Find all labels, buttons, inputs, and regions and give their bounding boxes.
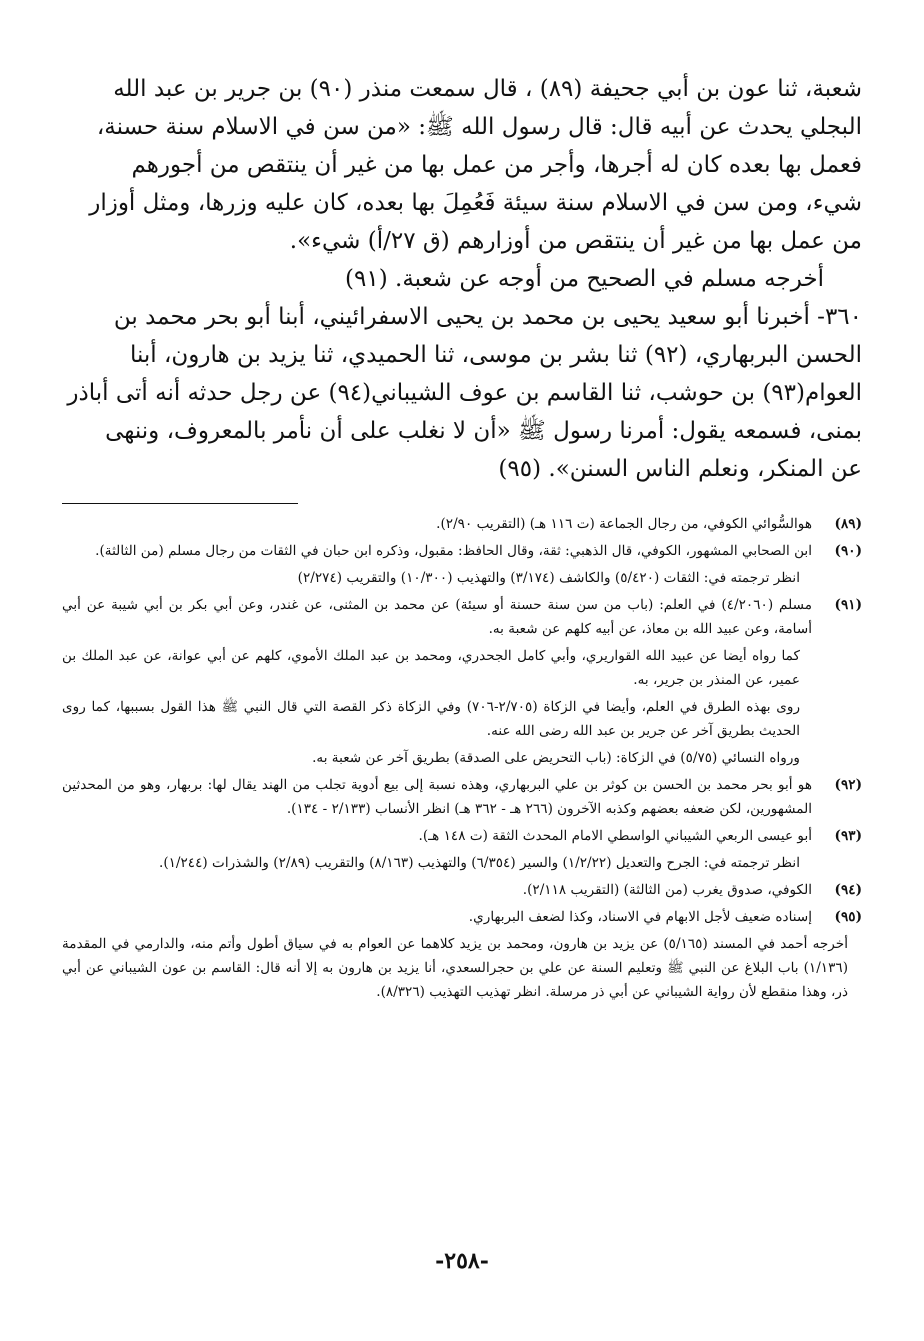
- footnote-number: (٩١): [834, 597, 862, 613]
- footnote-number: (٨٩): [834, 516, 862, 532]
- footnote-separator: [62, 503, 298, 504]
- footnote-91: [62, 593, 862, 773]
- main-line: بمنى، فسمعه يقول: أمرنا رسول ﷺ «أن لا نغلب على أن نأمر بالمعروف، وننهى: [105, 418, 862, 444]
- footnote-text: روى بهذه الطرق في العلم، وأيضا في الزكاة (٢/٧٠٥-٧٠٦) وفي الزكاة ذكر القصة التي قال النبي ﷺ هذا القول بسببها، كما روى الحديث بطريق آخر عن جرير بن عبد الله رضى الله عنه.: [62, 699, 801, 739]
- footnote-number: (٩٤): [834, 882, 862, 898]
- footnote-text: إسناده ضعيف لأجل الابهام في الاسناد، وكذا لضعف البربهاري.: [468, 909, 812, 925]
- footnote-text: أبو عيسى الربعي الشيباني الواسطي الامام المحدث الثقة (ت ١٤٨ هـ).: [418, 828, 812, 844]
- main-text: [62, 70, 862, 488]
- main-line: الحسن البربهاري، (٩٢) ثنا بشر بن موسى، ثنا الحميدي، ثنا يزيد بن هارون، أبنا: [129, 342, 862, 368]
- footnote-text: كما رواه أيضا عن عبيد الله القواريري، وأبي كامل الجحدري، ومحمد بن عبد الملك الأموي، كلهم عن أبي عوانة، عن عبد الملك بن عمير، عن المنذر بن جرير، به.: [62, 648, 800, 688]
- footnote-number: (٩٢): [834, 777, 862, 793]
- footnote-text: هو أبو بحر محمد بن الحسن بن كوثر بن علي البربهاري، وهذه نسبة إلى بيع أدوية تجلب من الهند يقال لها: بربهار، وهو من المحدثين المشهورين، لكن ضعفه بعضهم وكذبه الآخرون (٢٦٦ هـ - ٣٦٢ هـ) انظر الأنساب (٢/١٣٣ - ١٣٤).: [62, 777, 812, 817]
- footnote-number: (٩٣): [834, 828, 862, 844]
- footnote-text: ابن الصحابي المشهور، الكوفي، قال الذهبي: ثقة، وقال الحافظ: مقبول، وذكره ابن حبان في الثقات من رجال مسلم (من الثالثة).: [95, 543, 812, 559]
- footnote-92: [62, 773, 862, 824]
- main-line: عن المنكر، ونعلم الناس السنن». (٩٥): [498, 456, 862, 482]
- footnote-text: هوالسُّوائي الكوفي، من رجال الجماعة (ت ١١٦ هـ) (التقريب ٢/٩٠).: [436, 516, 812, 532]
- main-line: أخرجه مسلم في الصحيح من أوجه عن شعبة. (٩١): [345, 266, 824, 292]
- footnote-93: [62, 824, 862, 878]
- footnote-95: [62, 905, 862, 932]
- footnote-94: [62, 878, 862, 905]
- main-line: شيء، ومن سن في الاسلام سنة سيئة فَعُمِلَ بها بعده، كان عليه وزرها، ومثل أوزار: [89, 190, 862, 216]
- footnote-number: (٩٥): [834, 909, 862, 925]
- footnote-90: [62, 539, 862, 593]
- page-number: -٢٥٨-: [435, 1248, 489, 1274]
- footnote-continuation: أخرجه أحمد في المسند (٥/١٦٥) عن يزيد بن هارون، ومحمد بن يزيد كلاهما عن العوام به في سياق أطول وأتم منه، والدارمي في المقدمة (١/١٣٦) باب البلاغ عن النبي ﷺ وتعليم السنة عن علي بن حجرالسعدي، أنا يزيد بن هارون به إلا أنه قال: القاسم بن عون الشيباني عن أبي ذر، وهذا منقطع لأن رواية الشيباني عن أبي ذر مرسلة. انظر تهذيب التهذيب (٨/٣٢٦).: [62, 936, 848, 1000]
- footnote-number: (٩٠): [834, 543, 862, 559]
- footnote-89: [62, 512, 862, 539]
- footnote-text: مسلم (٤/٢٠٦٠) في العلم: (باب من سن سنة حسنة أو سيئة) عن محمد بن المثنى، عن غندر، وعن أبي بكر بن أبي شيبة عن أبي أسامة، وعن عبيد الله بن معاذ، عن أبيه كلهم عن شعبة به.: [62, 597, 812, 637]
- footnote-text: الكوفي، صدوق يغرب (من الثالثة) (التقريب ٢/١١٨).: [522, 882, 812, 898]
- main-line: من عمل بها من غير أن ينتقص من أوزارهم (ق ٢٧/أ) شيء».: [289, 228, 862, 254]
- main-line: شعبة، ثنا عون بن أبي جحيفة (٨٩) ، قال سمعت منذر (٩٠) بن جرير بن عبد الله: [113, 76, 862, 102]
- main-line: البجلي يحدث عن أبيه قال: قال رسول الله ﷺ: «من سن في الاسلام سنة حسنة،: [96, 114, 862, 140]
- hadith-360-line: ٣٦٠- أخبرنا أبو سعيد يحيى بن محمد بن يحيى الاسفرائيني، أبنا أبو بحر محمد بن: [113, 304, 862, 330]
- footnote-text: ورواه النسائي (٥/٧٥) في الزكاة: (باب التحريض على الصدقة) بطريق آخر عن شعبة به.: [312, 750, 800, 766]
- footnote-text: انظر ترجمته في: الجرح والتعديل (١/٢/٢٢) والسير (٦/٣٥٤) والتهذيب (٨/١٦٣) والتقريب (٢/٨٩) والشذرات (١/٢٤٤).: [159, 855, 800, 871]
- footnotes: [62, 512, 862, 1004]
- main-line: العوام(٩٣) بن حوشب، ثنا القاسم بن عوف الشيباني(٩٤) عن رجل حدثه أنه أتى أباذر: [67, 380, 862, 406]
- footnote-text: انظر ترجمته في: الثقات (٥/٤٢٠) والكاشف (٣/١٧٤) والتهذيب (١٠/٣٠٠) والتقريب (٢/٢٧٤): [297, 570, 800, 586]
- main-line: فعمل بها بعده كان له أجرها، وأجر من عمل بها من غير أن ينتقص من أجورهم: [131, 152, 862, 178]
